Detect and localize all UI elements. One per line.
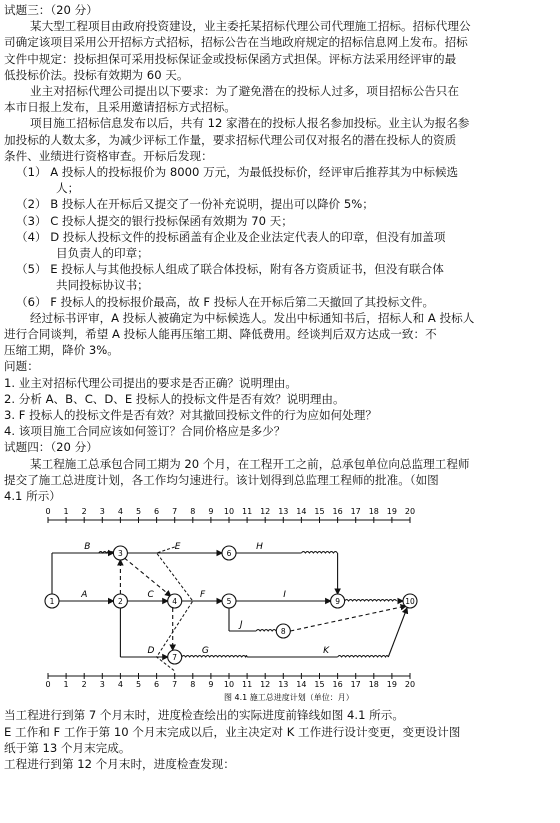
scale-label: 4 bbox=[117, 680, 123, 690]
scale-label: 9 bbox=[208, 507, 214, 517]
finding-item-cont: 人； bbox=[56, 181, 80, 196]
scale-label: 4 bbox=[117, 507, 123, 517]
scale-label: 10 bbox=[223, 680, 235, 690]
scale-label: 3 bbox=[99, 507, 105, 517]
activity-label: E bbox=[174, 542, 181, 553]
question: 4. 该项目施工合同应该如何签订？合同价格应是多少？ bbox=[4, 424, 286, 439]
activity-label: A bbox=[81, 590, 88, 601]
free-float-wave bbox=[256, 630, 276, 632]
finding-item: （6） F 投标人的投标报价最高，故 F 投标人在开标后第二天撤回了其投标文件。 bbox=[16, 294, 435, 309]
scale-label: 15 bbox=[314, 680, 325, 690]
questions-title: 问题： bbox=[4, 359, 39, 374]
activity-label: K bbox=[323, 646, 330, 657]
scale-label: 6 bbox=[154, 680, 160, 690]
q4-text: 工程进行到第 12 个月末时，进度检查发现： bbox=[4, 756, 235, 771]
free-float-wave bbox=[301, 552, 337, 554]
free-float-wave bbox=[338, 656, 389, 658]
event-node-label: 4 bbox=[172, 597, 178, 607]
event-node-label: 5 bbox=[226, 597, 232, 607]
scale-label: 5 bbox=[135, 680, 142, 690]
scale-label: 11 bbox=[242, 507, 253, 517]
scale-label: 13 bbox=[278, 507, 289, 517]
scale-label: 17 bbox=[350, 680, 361, 690]
network-diagram-svg bbox=[4, 506, 556, 704]
finding-item: （4） D 投标人投标文件的投标函盖有企业及企业法定代表人的印章，但没有加盖项 bbox=[16, 229, 446, 244]
event-node-label: 6 bbox=[226, 549, 232, 559]
q4-text: 某工程施工总承包合同工期为 20 个月，在工程开工之前，总承包单位向总监理工程师 bbox=[30, 456, 470, 471]
activity-label: G bbox=[201, 646, 209, 657]
scale-label: 20 bbox=[404, 507, 416, 517]
scale-label: 6 bbox=[154, 507, 160, 517]
q4-text: 当工程进行到第 7 个月末时，进度检查绘出的实际进度前锋线如图 4.1 所示。 bbox=[4, 708, 404, 723]
q3-text: 条件、业绩进行资格审查。开标后发现： bbox=[4, 148, 213, 163]
finding-item: （3） C 投标人提交的银行投标保函有效期为 70 天； bbox=[16, 213, 293, 228]
q3-text: 业主对招标代理公司提出以下要求：为了避免潜在的投标人过多，项目招标公告只在 bbox=[30, 84, 459, 99]
scale-label: 15 bbox=[314, 507, 325, 517]
network-diagram bbox=[4, 506, 556, 704]
scale-label: 16 bbox=[332, 680, 343, 690]
scale-label: 18 bbox=[368, 680, 379, 690]
document-page bbox=[4, 2, 556, 772]
q3-text: 文件中规定：投标担保可采用投标保证金或投标保函方式担保。评标方法采用经评审的最 bbox=[4, 51, 457, 66]
q4-text: 4.1 所示） bbox=[4, 489, 61, 504]
activity-arrow bbox=[290, 606, 406, 631]
scale-label: 17 bbox=[350, 507, 361, 517]
scale-label: 0 bbox=[45, 507, 51, 517]
activity-label: J bbox=[239, 620, 243, 631]
activity-arrow bbox=[388, 608, 407, 657]
question: 3. F 投标人的投标文件是否有效？对其撤回投标文件的行为应如何处理？ bbox=[4, 408, 377, 423]
scale-label: 7 bbox=[172, 507, 178, 517]
free-float-wave bbox=[345, 600, 397, 602]
scale-label: 2 bbox=[81, 680, 87, 690]
finding-item: （5） E 投标人与其他投标人组成了联合体投标，附有各方资质证书，但没有联合体 bbox=[16, 262, 444, 277]
question: 1. 业主对招标代理公司提出的要求是否正确？说明理由。 bbox=[4, 375, 297, 390]
q3-text: 进行合同谈判，希望 A 投标人能再压缩工期、降低费用。经谈判后双方达成一致：不 bbox=[4, 327, 437, 342]
activity-label: F bbox=[200, 590, 206, 601]
event-node-label: 3 bbox=[118, 549, 123, 559]
q4-text: E 工作和 F 工作于第 10 个月末完成以后，业主决定对 K 工作进行设计变更，变更设计图 bbox=[4, 724, 461, 739]
scale-label: 16 bbox=[332, 507, 343, 517]
scale-label: 12 bbox=[260, 680, 271, 690]
activity-label: H bbox=[256, 542, 263, 553]
scale-label: 18 bbox=[368, 507, 379, 517]
event-node-label: 8 bbox=[280, 627, 286, 637]
q3-title: 试题三：（20 分） bbox=[4, 3, 98, 17]
scale-label: 10 bbox=[223, 507, 235, 517]
q3-text: 加投标的人数太多，为减少评标工作量，要求招标代理公司仅对报名的潜在投标人的资质 bbox=[4, 132, 457, 147]
scale-label: 8 bbox=[190, 507, 196, 517]
scale-label: 7 bbox=[172, 680, 178, 690]
q4-title: 试题四：（20 分） bbox=[4, 440, 98, 455]
scale-label: 14 bbox=[296, 680, 307, 690]
event-nodes bbox=[45, 546, 417, 664]
activity-label: B bbox=[84, 542, 91, 553]
q4-text: 纸于第 13 个月末完成。 bbox=[4, 740, 131, 755]
activity-label: C bbox=[147, 590, 154, 601]
q3-text: 经过标书评审，A 投标人被确定为中标候选人。发出中标通知书后，招标人和 A 投标人 bbox=[30, 310, 475, 325]
free-float-wave bbox=[182, 656, 247, 658]
q3-text: 司确定该项目采用公开招标方式招标，招标公告在当地政府规定的招标信息网上发布。招标 bbox=[4, 35, 468, 50]
scale-label: 19 bbox=[386, 507, 397, 517]
q3-text: 某大型工程项目由政府投资建设，业主委托某招标代理公司代理施工招标。招标代理公 bbox=[30, 19, 471, 34]
finding-item-cont: 共同投标协议书； bbox=[56, 278, 149, 293]
scale-label: 1 bbox=[63, 680, 69, 690]
scale-label: 11 bbox=[242, 680, 253, 690]
q3-text: 压缩工期，降价 3%。 bbox=[4, 343, 119, 358]
event-node-label: 1 bbox=[49, 597, 55, 607]
figure-caption: 图 4.1 施工总进度计划（单位：月） bbox=[224, 693, 354, 703]
event-node-label: 7 bbox=[172, 653, 178, 663]
event-node-label: 9 bbox=[335, 597, 340, 607]
q3-text: 本市日报上发布，且采用邀请招标方式招标。 bbox=[4, 100, 236, 115]
finding-item: （1） A 投标人的投标报价为 8000 万元，为最低投标价，经评审后推荐其为中标候选 bbox=[16, 165, 459, 180]
scale-label: 12 bbox=[260, 507, 271, 517]
scale-label: 14 bbox=[296, 507, 307, 517]
scale-label: 20 bbox=[404, 680, 416, 690]
scale-label: 8 bbox=[190, 680, 196, 690]
finding-item-cont: 目负责人的印章； bbox=[56, 246, 149, 261]
q3-text: 低投标价法。投标有效期为 60 天。 bbox=[4, 67, 189, 82]
scale-label: 9 bbox=[208, 680, 214, 690]
event-node-label: 2 bbox=[118, 597, 123, 607]
activity-label: D bbox=[147, 646, 155, 657]
activity-label: I bbox=[283, 590, 286, 601]
scale-label: 19 bbox=[386, 680, 397, 690]
scale-label: 3 bbox=[99, 680, 105, 690]
scale-label: 0 bbox=[45, 680, 51, 690]
time-scale-top bbox=[45, 507, 415, 523]
q3-text: 项目施工招标信息发布以后，共有 12 家潜在的投标人报名参加投标。业主认为报名参 bbox=[30, 116, 470, 131]
event-node-label: 10 bbox=[405, 597, 415, 607]
scale-label: 2 bbox=[81, 507, 87, 517]
scale-label: 13 bbox=[278, 680, 289, 690]
scale-label: 5 bbox=[135, 507, 142, 517]
scale-label: 1 bbox=[63, 507, 69, 517]
question: 2. 分析 A、B、C、D、E 投标人的投标文件是否有效？说明理由。 bbox=[4, 391, 345, 406]
time-scale-bottom bbox=[45, 673, 415, 689]
q4-text: 提交了施工总进度计划，各工作均匀速进行。该计划得到总监理工程师的批准。（如图 bbox=[4, 472, 439, 487]
finding-item: （2） B 投标人在开标后又提交了一份补充说明，提出可以降价 5%； bbox=[16, 197, 374, 212]
